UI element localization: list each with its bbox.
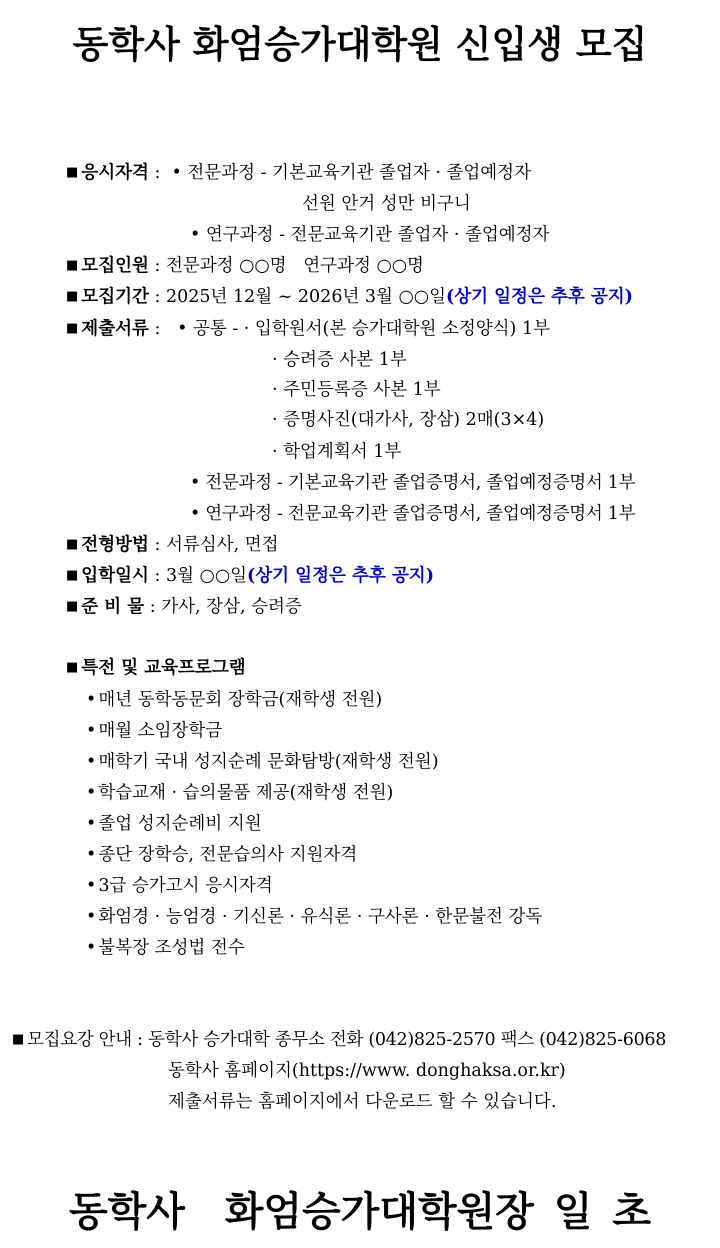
square-bullet-icon: ■ — [66, 165, 79, 180]
eligibility-line: 선원 안거 성만 비구니 — [302, 194, 471, 214]
documents-line: • 공통 - · 입학원서(본 승가대학원 소정양식) 1부 — [177, 319, 550, 339]
supplies-value: 가사, 장삼, 승려증 — [161, 597, 302, 617]
footer-signature: 동학사 화엄승가대학원장 일 초 — [68, 1189, 652, 1235]
eligibility-line: • 연구과정 - 전문교육기관 졸업자 · 졸업예정자 — [190, 225, 550, 245]
admission-row: ■ 입학일시 : 3월 ○○일(상기 일정은 추후 공지) — [66, 566, 434, 586]
list-item: • 3급 승가고시 응시자격 — [86, 876, 273, 896]
period-row: ■ 모집기간 : 2025년 12월 ~ 2026년 3월 ○○일(상기 일정은 추후 공지) — [66, 287, 633, 307]
documents-row: ■ 제출서류 : • 공통 - · 입학원서(본 승가대학원 소정양식) 1부 — [66, 319, 550, 339]
square-bullet-icon: ■ — [66, 258, 79, 273]
list-item: • 불복장 조성법 전수 — [86, 938, 245, 958]
benefit-text: 매년 동학동문회 장학금(재학생 전원) — [98, 690, 383, 710]
list-item: • 종단 장학승, 전문습의사 지원자격 — [86, 845, 358, 865]
square-bullet-icon: ■ — [66, 568, 79, 583]
documents-line: • 연구과정 - 전문교육기관 졸업증명서, 졸업예정증명서 1부 — [190, 504, 636, 524]
supplies-label: 준 비 물 — [81, 597, 145, 617]
benefit-text: 매학기 국내 성지순례 문화탐방(재학생 전원) — [98, 752, 439, 772]
benefit-text: 졸업 성지순례비 지원 — [98, 814, 262, 834]
period-label: 모집기간 — [81, 287, 149, 307]
benefit-text: 불복장 조성법 전수 — [98, 938, 245, 958]
list-item: • 매년 동학동문회 장학금(재학생 전원) — [86, 690, 383, 710]
eligibility-label: 응시자격 — [81, 163, 149, 183]
benefits-heading — [66, 657, 246, 679]
eligibility-line: • 전문과정 - 기본교육기관 졸업자 · 졸업예정자 — [171, 163, 531, 183]
list-item: • 졸업 성지순례비 지원 — [86, 814, 262, 834]
documents-line: · 학업계획서 1부 — [272, 442, 402, 462]
supplies-row: ■ 준 비 물 : 가사, 장삼, 승려증 — [66, 597, 302, 617]
square-bullet-icon: ■ — [66, 321, 79, 336]
homepage-link[interactable]: 동학사 홈페이지(https://www. donghaksa.or.kr) — [168, 1061, 566, 1081]
documents-label: 제출서류 — [81, 319, 149, 339]
square-bullet-icon: ■ — [66, 289, 79, 304]
quota-label: 모집인원 — [81, 256, 149, 276]
square-bullet-icon: ■ — [66, 537, 79, 552]
quota-row: ■ 모집인원 : 전문과정 ○○명 연구과정 ○○명 — [66, 256, 424, 276]
selection-row: ■ 전형방법 : 서류심사, 면접 — [66, 535, 279, 555]
selection-label: 전형방법 — [81, 535, 149, 555]
benefit-text: 매월 소임장학금 — [98, 721, 223, 741]
period-value: 2025년 12월 ~ 2026년 3월 ○○일 — [165, 287, 446, 307]
benefit-text: 종단 장학승, 전문습의사 지원자격 — [98, 845, 358, 865]
benefit-text: 학습교재 · 습의물품 제공(재학생 전원) — [98, 783, 394, 803]
list-item: • 매학기 국내 성지순례 문화탐방(재학생 전원) — [86, 752, 439, 772]
contact-label: 모집요강 안내 — [26, 1030, 132, 1050]
benefit-text: 화엄경 · 능엄경 · 기신론 · 유식론 · 구사론 · 한문불전 강독 — [98, 907, 543, 927]
square-bullet-icon: ■ — [12, 1032, 24, 1047]
admission-label: 입학일시 — [81, 566, 149, 586]
documents-line: · 주민등록증 사본 1부 — [272, 380, 441, 400]
list-item: • 학습교재 · 습의물품 제공(재학생 전원) — [86, 783, 394, 803]
admission-value: 3월 ○○일 — [165, 566, 247, 586]
contact-line: 동학사 승가대학 종무소 전화 (042)825-2570 팩스 (042)825-6068 — [148, 1030, 667, 1050]
square-bullet-icon: ■ — [66, 599, 79, 614]
documents-line: · 승려증 사본 1부 — [272, 350, 407, 370]
selection-value: 서류심사, 면접 — [165, 535, 279, 555]
admission-note: (상기 일정은 추후 공지) — [247, 566, 434, 586]
quota-value: 전문과정 ○○명 연구과정 ○○명 — [165, 256, 424, 276]
contact-row: ■ 모집요강 안내 : 동학사 승가대학 종무소 전화 (042)825-2570 팩스 (042)825-6068 — [12, 1030, 667, 1050]
documents-line: · 증명사진(대가사, 장삼) 2매(3×4) — [272, 410, 545, 430]
benefits-label: 특전 및 교육프로그램 — [81, 658, 246, 678]
period-note: (상기 일정은 추후 공지) — [445, 287, 633, 307]
page-title: 동학사 화엄승가대학원 신입생 모집 — [72, 23, 648, 66]
square-bullet-icon: ■ — [66, 660, 79, 675]
eligibility-row: ■ 응시자격 : • 전문과정 - 기본교육기관 졸업자 · 졸업예정자 — [66, 163, 531, 183]
benefit-text: 3급 승가고시 응시자격 — [98, 876, 273, 896]
documents-line: • 전문과정 - 기본교육기관 졸업증명서, 졸업예정증명서 1부 — [190, 473, 636, 493]
list-item: • 매월 소임장학금 — [86, 721, 223, 741]
contact-line: 제출서류는 홈페이지에서 다운로드 할 수 있습니다. — [168, 1092, 557, 1112]
list-item: • 화엄경 · 능엄경 · 기신론 · 유식론 · 구사론 · 한문불전 강독 — [86, 907, 543, 927]
